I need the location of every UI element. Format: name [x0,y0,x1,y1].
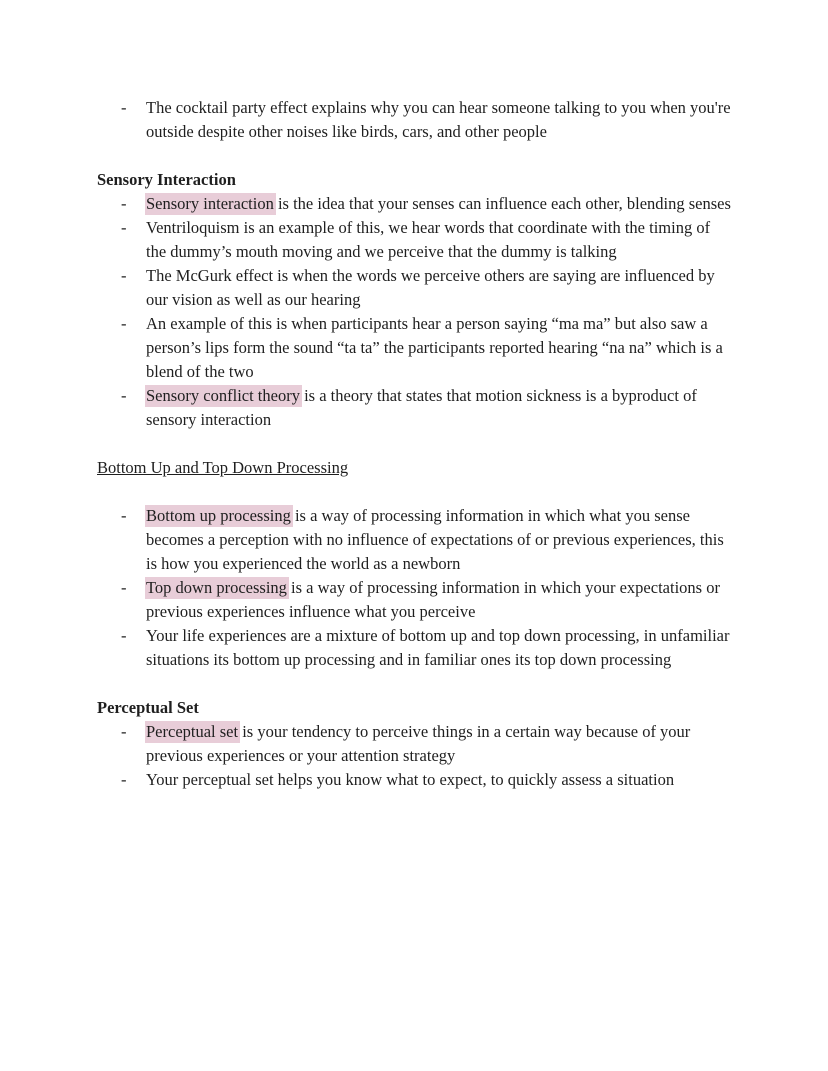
bullet-marker: - [121,266,127,285]
bullet-marker: - [121,578,127,597]
text-segment: Your perceptual set helps you know what to expect, to quickly assess a situation [146,770,675,789]
highlighted-term: Sensory interaction [146,194,274,213]
text-segment: is a theory that states that motion sickness is a byproduct of sensory interaction [146,386,697,429]
bullet-marker: - [121,98,127,117]
bullet-item [97,768,731,792]
bullet-text [146,624,731,672]
highlighted-term: Top down processing [146,578,287,597]
text-segment: Ventriloquism is an example of this, we hear words that coordinate with the timing of the dummy’s mouth moving and we perceive that the dummy is talking [146,218,711,261]
bullet-item [97,264,731,312]
section-heading-perceptual-set: Perceptual Set [97,698,199,717]
bullet-marker: - [121,386,127,405]
section-heading-bottom-up-and-top-down-processing: Bottom Up and Top Down Processing [97,458,349,477]
bullet-item [97,216,731,264]
bullet-text [146,96,731,144]
bullet-item [97,576,731,624]
text-segment: The cocktail party effect explains why you can hear someone talking to you when you're outside despite other noises like birds, cars, and other people [146,98,731,141]
bullet-marker: - [121,314,127,333]
bullet-marker: - [121,770,127,789]
bullet-marker: - [121,626,127,645]
bullet-text [146,720,731,768]
bullet-item [97,96,731,144]
bullet-text [146,504,731,576]
bullet-item [97,312,731,384]
bullet-text [146,216,731,264]
bullet-item [97,504,731,576]
highlighted-term: Sensory conflict theory [146,386,300,405]
bullet-list [97,720,731,792]
bullet-text [146,264,731,312]
bullet-item [97,384,731,432]
bullet-list [97,504,731,672]
bullet-text [146,384,731,432]
bullet-marker: - [121,722,127,741]
bullet-text [146,768,731,792]
section-heading-sensory-interaction: Sensory Interaction [97,170,236,189]
bullet-item [97,720,731,768]
text-segment: Your life experiences are a mixture of bottom up and top down processing, in unfamiliar situations its bottom up processing and in familiar ones its top down processing [146,626,730,669]
bullet-marker: - [121,218,127,237]
bullet-list [97,96,731,144]
text-segment: is a way of processing information in which what you sense becomes a perception with no influence of expectations of or previous experiences, this is how you experienced the world as a newborn [146,506,724,573]
bullet-item [97,192,731,216]
text-segment: is a way of processing information in which your expectations or previous experiences influence what you perceive [146,578,720,621]
text-segment: An example of this is when participants hear a person saying “ma ma” but also saw a person’s lips form the sound “ta ta” the participants reported hearing “na na” which is a blend of the two [146,314,723,381]
bullet-marker: - [121,506,127,525]
text-segment: The McGurk effect is when the words we perceive others are saying are influenced by our vision as well as our hearing [146,266,715,309]
bullet-list [97,192,731,432]
text-segment: is the idea that your senses can influence each other, blending senses [273,194,731,213]
text-segment: is your tendency to perceive things in a certain way because of your previous experiences or your attention strategy [146,722,691,765]
bullet-item [97,624,731,672]
bullet-text [146,192,731,216]
bullet-text [146,312,731,384]
highlighted-term: Perceptual set [146,722,239,741]
bullet-marker: - [121,194,127,213]
highlighted-term: Bottom up processing [146,506,291,525]
bullet-text [146,576,731,624]
